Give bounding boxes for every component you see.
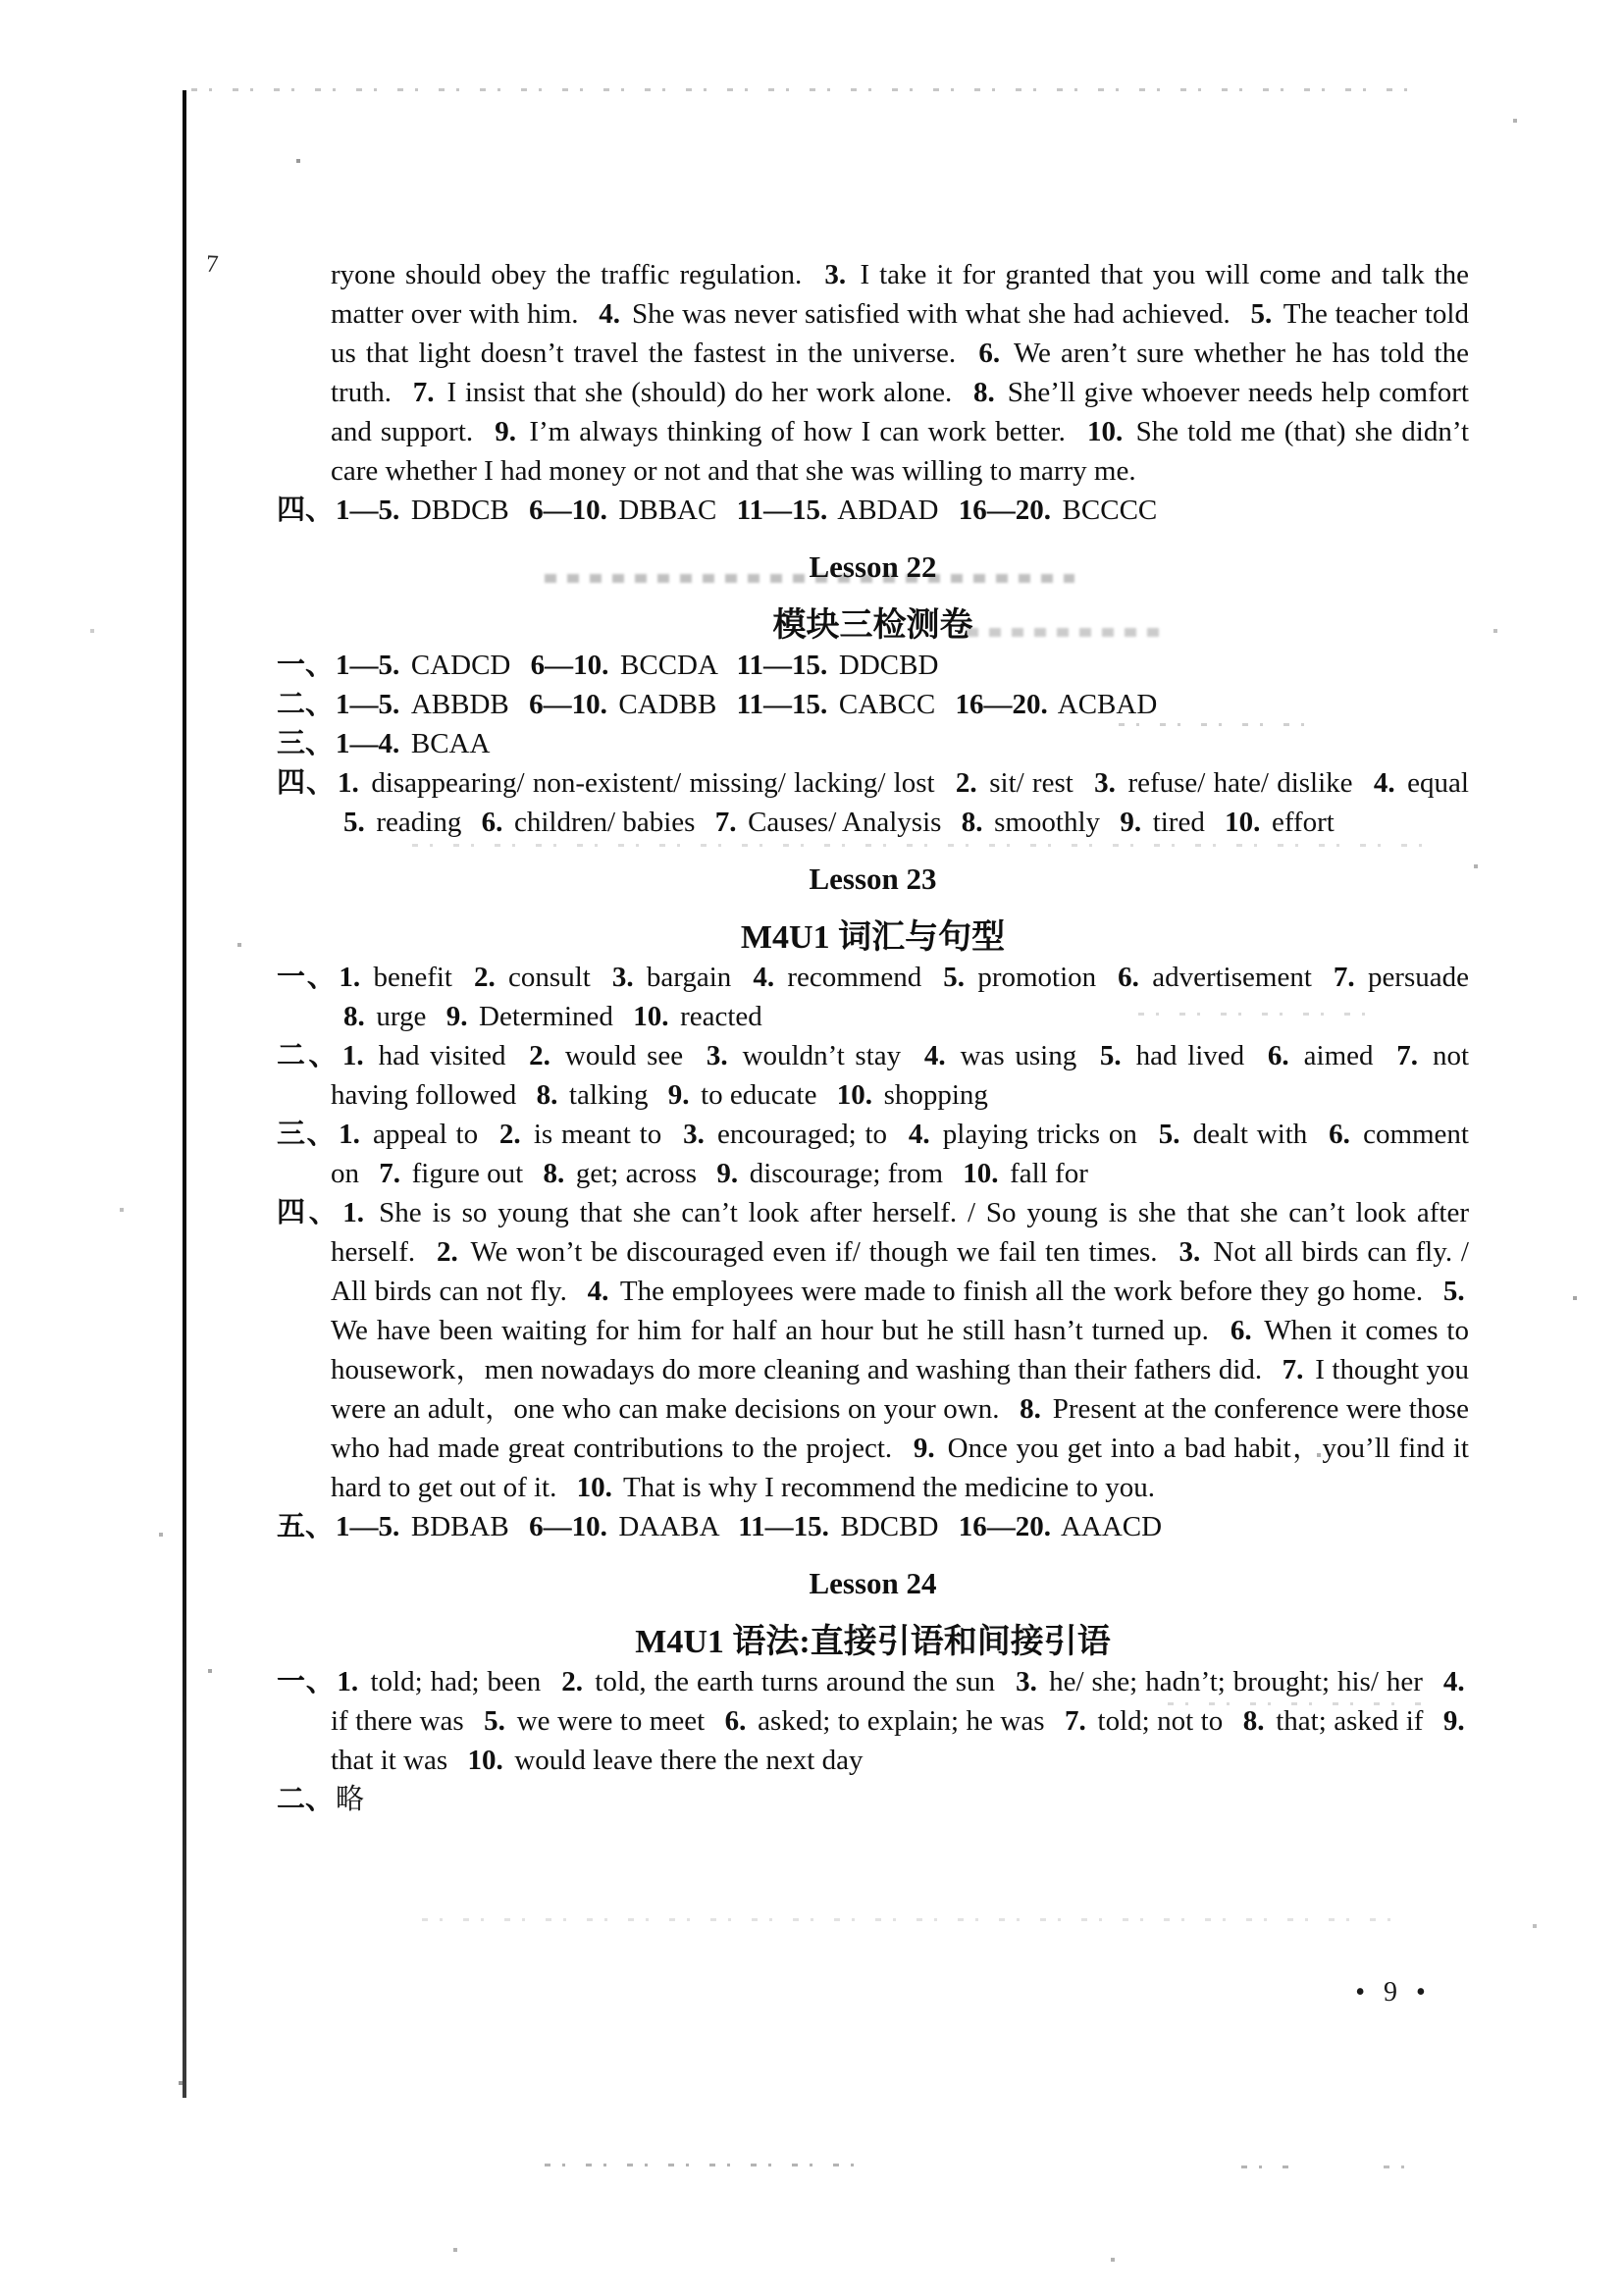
section-marker: 四、 — [277, 495, 335, 526]
answer-text: 1. disappearing/ non-existent/ missing/ lacking/ lost 2. sit/ rest 3. refuse/ hate/ dislike 4. equal 5. reading 6. children/ babies 7. Causes/ Analysis 8. smoothly 9. tired 10. effort — [338, 767, 1469, 838]
section-marker: 二、 — [277, 1784, 335, 1815]
lesson-heading: Lesson 23 — [809, 861, 937, 896]
answer-text: 1—5. CADCD 6—10. BCCDA 11—15. DDCBD — [336, 650, 939, 681]
section-marker: 一、 — [277, 650, 335, 681]
section-marker: 四、 — [277, 1197, 341, 1228]
answer-line — [277, 1662, 1469, 1780]
section-marker: 一、 — [277, 1666, 336, 1697]
scan-noise-row — [1384, 2166, 1423, 2168]
scan-noise-row — [422, 1918, 1403, 1921]
answer-text: 1. appeal to 2. is meant to 3. encouraged; to 4. playing tricks on 5. dealt with 6. comment on 7. figure out 8. get; across 9. discourage; from 10. fall for — [331, 1119, 1469, 1189]
answer-text: 1—5. ABBDB 6—10. CADBB 11—15. CABCC 16—20. ACBAD — [336, 689, 1158, 720]
answer-line — [277, 1780, 1469, 1819]
scan-border-line — [183, 90, 186, 2098]
scan-noise-row — [191, 88, 1408, 91]
answer-line — [277, 763, 1469, 842]
section-marker: 三、 — [277, 1119, 338, 1150]
section-marker: 二、 — [277, 1040, 340, 1071]
answer-line — [277, 646, 1469, 685]
answer-line — [277, 1115, 1469, 1193]
section-marker: 四、 — [277, 767, 336, 799]
scan-noise-row — [545, 2164, 868, 2166]
section-marker: 三、 — [277, 728, 335, 759]
scan-specks — [0, 0, 2, 2]
answer-text: 1—4. BCAA — [336, 728, 491, 759]
answer-text: 1. told; had; been 2. told, the earth turns around the sun 3. he/ she; hadn’t; brought; his/ her 4. if there was 5. we were to meet 6. asked; to explain; he was 7. told; not to 8. that; asked if 9. that it was 10. would leave there the next day — [331, 1666, 1465, 1776]
answer-line — [277, 724, 1469, 763]
answer-text: 1—5. DBDCB 6—10. DBBAC 11—15. ABDAD 16—20. BCCCC — [336, 495, 1158, 526]
content — [277, 255, 1469, 1819]
answer-line — [277, 1193, 1469, 1507]
page-number: • 9 • — [1355, 1977, 1432, 2008]
answer-line — [277, 958, 1469, 1036]
section-marker: 二、 — [277, 689, 335, 720]
margin-mark: 7 — [205, 250, 220, 279]
lesson-heading: Lesson 22 — [809, 549, 937, 584]
section-title: 模块三检测卷 — [772, 607, 973, 644]
answer-text: 1—5. BDBAB 6—10. DAABA 11—15. BDCBD 16—20. AAACD — [336, 1511, 1163, 1542]
answer-text: 1. had visited 2. would see 3. wouldn’t stay 4. was using 5. had lived 6. aimed 7. not having followed 8. talking 9. to educate 10. shopping — [331, 1040, 1470, 1111]
section-title: M4U1 词汇与句型 — [740, 919, 1006, 956]
paragraph: ryone should obey the traffic regulation. 3. I take it for granted that you will come and talk the matter over with him. 4. She was never satisfied with what she had achieved. 5. The teacher told us that light doesn’t travel the fastest in the universe. 6. We aren’t sure whether he has told the truth. 7. I insist that she (should) do her work alone. 8. She’ll give whoever needs help comfort and support. 9. I’m always thinking of how I can work better. 10. She told me (that) she didn’t care whether I had money or not and that she was willing to marry me. — [331, 259, 1470, 487]
section-marker: 一、 — [277, 962, 338, 993]
answer-text: 1. benefit 2. consult 3. bargain 4. recommend 5. promotion 6. advertisement 7. persuade 8. urge 9. Determined 10. reacted — [339, 962, 1469, 1032]
lesson-heading: Lesson 24 — [809, 1566, 937, 1600]
answer-text: 略 — [336, 1784, 365, 1815]
section-title: M4U1 语法:直接引语和间接引语 — [635, 1624, 1111, 1660]
answer-line — [277, 1507, 1469, 1546]
section-marker: 五、 — [277, 1511, 335, 1542]
answer-line — [277, 491, 1469, 530]
scan-noise-row — [1241, 2166, 1300, 2168]
answer-line — [277, 1036, 1469, 1115]
answer-line — [277, 685, 1469, 724]
answer-text: 1. She is so young that she can’t look after herself. / So young is she that she can’t look after herself. 2. We won’t be discouraged even if/ though we fail ten times. 3. Not all birds can fly. / All birds can not fly. 4. The employees were made to finish all the work before they go home. 5. We have been waiting for him for half an hour but he still hasn’t turned up. 6. When it comes to housework，men nowadays do more cleaning and washing than their fathers did. 7. I thought you were an adult，one who can make decisions on your own. 8. Present at the conference were those who had made great contributions to the project. 9. Once you get into a bad habit，you’ll find it hard to get out of it. 10. That is why I recommend the medicine to you. — [331, 1197, 1469, 1503]
